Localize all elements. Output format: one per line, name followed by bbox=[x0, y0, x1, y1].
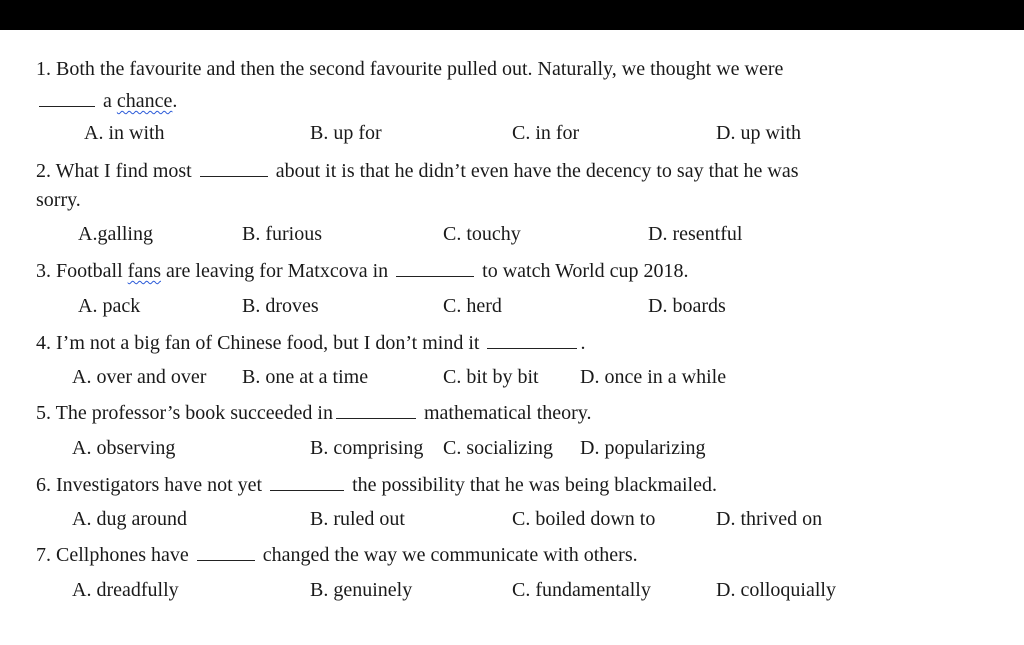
question-4-option-b[interactable]: B. one at a time bbox=[242, 366, 369, 388]
question-3-option-c[interactable]: C. herd bbox=[443, 295, 502, 317]
question-4-option-a[interactable]: A. over and over bbox=[72, 366, 207, 388]
question-3-option-b[interactable]: B. droves bbox=[242, 295, 319, 317]
question-6-number: 6. bbox=[36, 474, 51, 496]
question-3-text-fans: fans bbox=[127, 260, 161, 282]
question-7-option-a[interactable]: A. dreadfully bbox=[72, 579, 179, 601]
question-2-line-2: sorry. bbox=[36, 189, 81, 211]
question-4-number: 4. bbox=[36, 332, 51, 354]
question-1-number: 1. bbox=[36, 58, 51, 80]
question-2-text-b: about it is that he didn’t even have the decency to say that he was bbox=[275, 160, 799, 182]
question-2-blank[interactable] bbox=[200, 158, 268, 177]
question-5-blank[interactable] bbox=[336, 400, 416, 419]
question-1-text: Both the favourite and then the second favourite pulled out. Naturally, we thought we were bbox=[56, 58, 784, 80]
question-5-option-a[interactable]: A. observing bbox=[72, 437, 176, 459]
question-1-option-c[interactable]: C. in for bbox=[512, 122, 580, 144]
question-1-text-a: a bbox=[103, 90, 112, 112]
question-2-text-a: What I find most bbox=[55, 160, 192, 182]
question-4-period: . bbox=[580, 332, 586, 354]
question-5-text-b: mathematical theory. bbox=[423, 402, 592, 424]
question-4-line bbox=[36, 330, 585, 355]
question-5-option-d[interactable]: D. popularizing bbox=[580, 437, 706, 459]
question-1-option-a[interactable]: A. in with bbox=[84, 122, 165, 144]
question-2-option-d[interactable]: D. resentful bbox=[648, 223, 743, 245]
question-6-option-d[interactable]: D. thrived on bbox=[716, 508, 823, 530]
question-3-text-a: Football bbox=[56, 260, 123, 282]
question-7-option-d[interactable]: D. colloquially bbox=[716, 579, 836, 601]
question-3-option-a[interactable]: A. pack bbox=[78, 295, 141, 317]
question-6-option-a[interactable]: A. dug around bbox=[72, 508, 187, 530]
question-7-line bbox=[36, 542, 638, 567]
question-2-number: 2. bbox=[36, 160, 51, 182]
question-2-option-b[interactable]: B. furious bbox=[242, 223, 322, 245]
question-7-blank[interactable] bbox=[197, 542, 255, 561]
question-5-text-a: The professor’s book succeeded in bbox=[55, 402, 333, 424]
question-1-line-2 bbox=[36, 88, 177, 113]
question-7-text-a: Cellphones have bbox=[56, 544, 189, 566]
question-4-blank[interactable] bbox=[487, 330, 577, 349]
question-4-option-c[interactable]: C. bit by bit bbox=[443, 366, 539, 388]
question-7-number: 7. bbox=[36, 544, 51, 566]
question-2-option-c[interactable]: C. touchy bbox=[443, 223, 521, 245]
question-5-option-c[interactable]: C. socializing bbox=[443, 437, 553, 459]
question-5-line bbox=[36, 400, 592, 425]
question-3-line bbox=[36, 258, 688, 283]
question-1-blank[interactable] bbox=[39, 88, 95, 107]
question-3-option-d[interactable]: D. boards bbox=[648, 295, 726, 317]
question-4-text: I’m not a big fan of Chinese food, but I don’t mind it bbox=[56, 332, 480, 354]
question-3-text-b: are leaving for Matxcova in bbox=[166, 260, 389, 282]
question-1-text-chance: chance bbox=[116, 90, 173, 112]
question-1-option-d[interactable]: D. up with bbox=[716, 122, 801, 144]
question-6-text-a: Investigators have not yet bbox=[56, 474, 263, 496]
question-6-blank[interactable] bbox=[270, 472, 344, 491]
question-4-option-d[interactable]: D. once in a while bbox=[580, 366, 727, 388]
question-3-text-c: to watch World cup 2018. bbox=[482, 260, 689, 282]
question-1-text-period: . bbox=[172, 90, 178, 112]
question-2-option-a[interactable]: A.galling bbox=[78, 223, 153, 245]
question-7-text-b: changed the way we communicate with others. bbox=[262, 544, 638, 566]
question-1-option-b[interactable]: B. up for bbox=[310, 122, 382, 144]
question-6-line bbox=[36, 472, 717, 497]
question-5-number: 5. bbox=[36, 402, 51, 424]
question-6-option-b[interactable]: B. ruled out bbox=[310, 508, 405, 530]
question-7-option-b[interactable]: B. genuinely bbox=[310, 579, 413, 601]
question-1-line-1 bbox=[36, 57, 783, 81]
question-3-number: 3. bbox=[36, 260, 51, 282]
question-5-option-b[interactable]: B. comprising bbox=[310, 437, 424, 459]
question-7-option-c[interactable]: C. fundamentally bbox=[512, 579, 651, 601]
question-3-blank[interactable] bbox=[396, 258, 474, 277]
question-6-option-c[interactable]: C. boiled down to bbox=[512, 508, 656, 530]
question-6-text-b: the possibility that he was being blackmailed. bbox=[352, 474, 717, 496]
question-2-line-1 bbox=[36, 158, 799, 183]
